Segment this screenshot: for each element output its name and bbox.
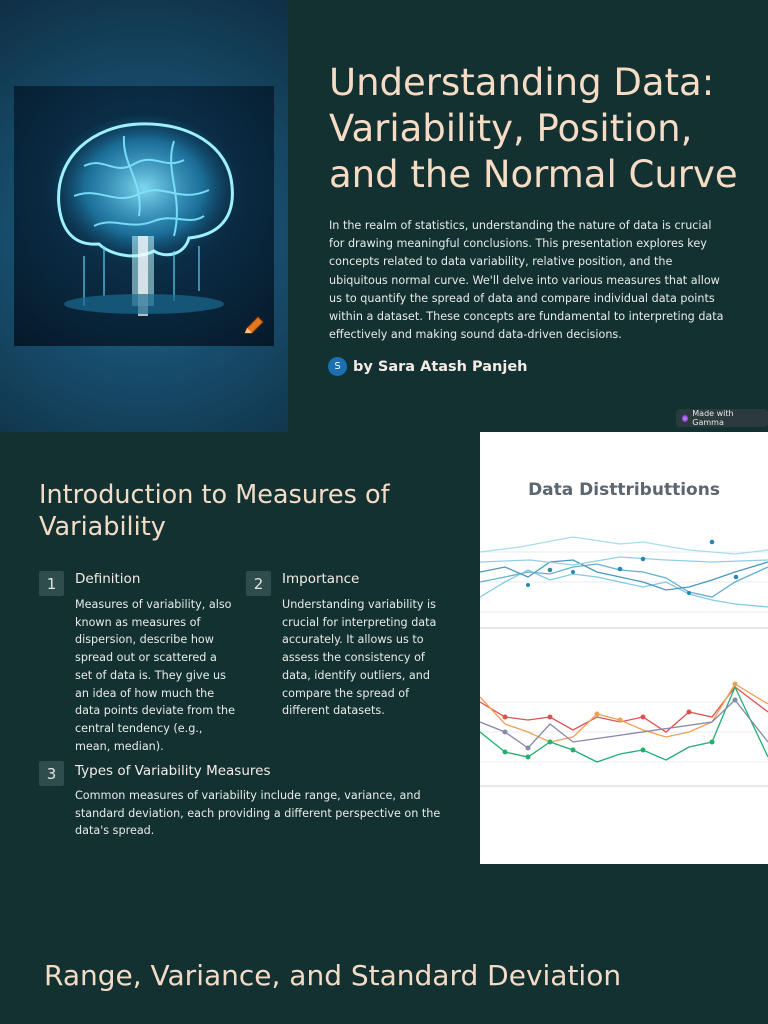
- item-number-1: 1: [39, 571, 64, 596]
- item-heading-definition: Definition: [75, 571, 141, 587]
- variability-slide: [0, 432, 768, 864]
- item-heading-importance: Importance: [282, 571, 360, 587]
- badge-label: Made with Gamma: [692, 409, 734, 427]
- hero-panel: [0, 0, 288, 432]
- item-body-importance: Understanding variability is crucial for interpreting data accurately. It allows us to assess the consistency of data, identify outliers, and compare the spread of different datasets.: [282, 598, 437, 718]
- title-slide: [0, 0, 768, 432]
- section-title: Range, Variance, and Standard Deviation: [44, 959, 622, 992]
- item-number-3: 3: [39, 761, 64, 786]
- distribution-chart-graphic: [480, 432, 768, 864]
- avatar[interactable]: S: [328, 357, 347, 376]
- intro-paragraph: In the realm of statistics, understanding the nature of data is crucial for drawing meaningful conclusions. This presentation explores key concepts related to data variability, relative position, and the ubiquitous normal curve. We'll delve into various measures that allow us to quantify the spread of data and compare individual data points within a dataset. These concepts are fundamental to interpreting data effectively and making sound data-driven decisions.: [329, 219, 724, 342]
- author-line: [328, 357, 528, 376]
- item-body-definition: Measures of variability, also known as measures of dispersion, describe how spread out or scattered a set of data is. They give us an idea of how much the data points deviate from the central tendency (e.g., mean, median).: [75, 598, 236, 753]
- hero-image[interactable]: [14, 86, 274, 346]
- item-body-types: Common measures of variability include range, variance, and standard deviation, each providing a different perspective on the data's spread.: [75, 789, 441, 838]
- chart-image-title: Data Disttributtions: [528, 480, 720, 500]
- data-distributions-image[interactable]: [480, 432, 768, 864]
- gamma-logo-icon: [682, 415, 688, 422]
- section-title: Introduction to Measures of Variability: [39, 480, 390, 542]
- page-title: Understanding Data: Variability, Position, and the Normal Curve: [329, 61, 738, 196]
- item-number-2: 2: [246, 571, 271, 596]
- made-with-gamma-badge[interactable]: [676, 409, 768, 427]
- brain-circuit-icon: [14, 86, 274, 346]
- author-name: by Sara Atash Panjeh: [353, 358, 528, 375]
- item-heading-types: Types of Variability Measures: [75, 763, 271, 779]
- pencil-edit-icon[interactable]: [242, 314, 266, 338]
- range-variance-slide: [0, 864, 768, 1024]
